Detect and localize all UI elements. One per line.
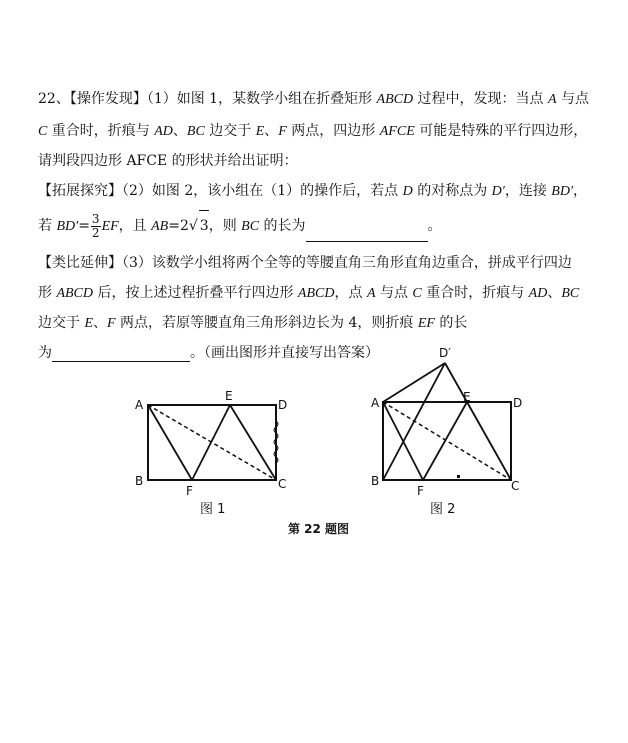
label-d: D	[513, 396, 523, 410]
text: 重合时，折痕与	[47, 123, 155, 139]
text: 后，按上述过程折叠平行四边形	[93, 285, 298, 301]
text: 与点	[556, 91, 590, 107]
label-c: C	[278, 477, 287, 491]
label-a: A	[371, 396, 380, 410]
text: 形	[38, 285, 57, 301]
math: BD′	[551, 184, 574, 199]
math: C	[412, 286, 422, 301]
math: BD′	[56, 219, 79, 234]
numerator: 3	[91, 211, 100, 226]
math: AB	[151, 219, 169, 234]
text: 的对称点为	[412, 183, 492, 199]
text: 、	[264, 123, 279, 139]
answer-blank[interactable]	[52, 347, 190, 362]
text: 两点，四边形	[286, 123, 380, 139]
answer-blank[interactable]	[306, 227, 428, 242]
label-e: E	[463, 390, 471, 404]
text: 与点	[375, 285, 413, 301]
problem-line-6	[38, 254, 572, 272]
segment-ef	[192, 405, 230, 480]
segment-d-prime-c	[445, 363, 511, 480]
segment-ef	[423, 402, 467, 480]
label-d: D	[278, 398, 288, 412]
text: ，点	[334, 285, 367, 301]
sqrt-radicand: 3	[199, 210, 209, 241]
text: 【拓展探究】（2）如图 2，该小组在（1）的操作后，若点	[38, 183, 403, 199]
figure-1	[120, 385, 300, 500]
math: AD	[528, 286, 548, 301]
text: 重合时，折痕与	[421, 285, 529, 301]
text: 。	[427, 218, 442, 234]
math: ABCD	[297, 286, 335, 301]
label-a: A	[135, 398, 144, 412]
math: BC	[241, 219, 260, 234]
problem-line-2	[38, 122, 587, 141]
text: 边交于	[204, 123, 256, 139]
problem-line-4	[38, 182, 587, 201]
text: 、	[93, 315, 108, 331]
math: BC	[186, 124, 205, 139]
sqrt-sign: √	[188, 218, 198, 234]
text: ，连接	[504, 183, 552, 199]
math: A	[548, 92, 557, 107]
math: D′	[491, 184, 505, 199]
math: E	[255, 124, 265, 139]
math: EF	[417, 316, 435, 331]
label-e: E	[225, 389, 233, 403]
text: 若	[38, 218, 57, 234]
math: BC	[561, 286, 580, 301]
text: 。（画出图形并直接写出答案）	[190, 345, 379, 361]
figure-2-caption: 图 2	[430, 502, 456, 517]
text: 两点，若原等腰直角三角形斜边长为 4，则折痕	[115, 315, 418, 331]
denominator: 2	[91, 225, 100, 240]
math: ABCD	[56, 286, 94, 301]
problem-line-5	[38, 210, 442, 242]
math: F	[107, 316, 116, 331]
problem-line-9	[38, 344, 379, 362]
figure-title: 第 22 题图	[288, 522, 350, 536]
math: C	[38, 124, 48, 139]
label-b: B	[371, 474, 380, 488]
text: 【类比延伸】（3）该数学小组将两个全等的等腰直角三角形直角边重合，拼成平行四边	[38, 255, 572, 271]
text: 、	[547, 285, 562, 301]
text: 的长	[434, 315, 468, 331]
text: 22、【操作发现】（1）如图 1，某数学小组在折叠矩形	[38, 91, 377, 107]
label-f: F	[186, 484, 193, 498]
math: AD	[154, 124, 173, 139]
text: ，且	[118, 218, 152, 234]
text: =	[78, 218, 90, 234]
text: ，	[573, 183, 588, 199]
math: A	[366, 286, 376, 301]
math: EF	[101, 219, 119, 234]
problem-line-7	[38, 284, 579, 303]
text: 的长为	[259, 218, 306, 234]
text: 请判段四边形 AFCE 的形状并给出证明：	[38, 153, 298, 169]
dot-mark	[457, 475, 460, 478]
text: 、	[172, 123, 187, 139]
figure-2	[365, 345, 535, 500]
label-f: F	[417, 484, 424, 498]
problem-line-3	[38, 152, 298, 170]
text: 可能是特殊的平行四边形，	[414, 123, 588, 139]
problem-line-1	[38, 90, 589, 109]
text: ，则	[208, 218, 242, 234]
math: D	[402, 184, 413, 199]
label-d-prime: D′	[439, 346, 451, 360]
segment-af	[148, 405, 192, 480]
fraction	[91, 213, 101, 240]
problem-line-8	[38, 314, 467, 333]
math: ABCD	[376, 92, 414, 107]
text: 为	[38, 345, 52, 361]
text: 过程中，发现：当点	[413, 91, 548, 107]
text: 边交于	[38, 315, 85, 331]
math: E	[84, 316, 94, 331]
figure-1-caption: 图 1	[200, 502, 226, 517]
segment-ec	[230, 405, 276, 480]
math: AFCE	[379, 124, 415, 139]
label-b: B	[135, 474, 144, 488]
math: F	[278, 124, 287, 139]
label-c: C	[511, 479, 520, 493]
segment-ad-prime	[383, 363, 445, 402]
text: =2	[168, 218, 189, 234]
